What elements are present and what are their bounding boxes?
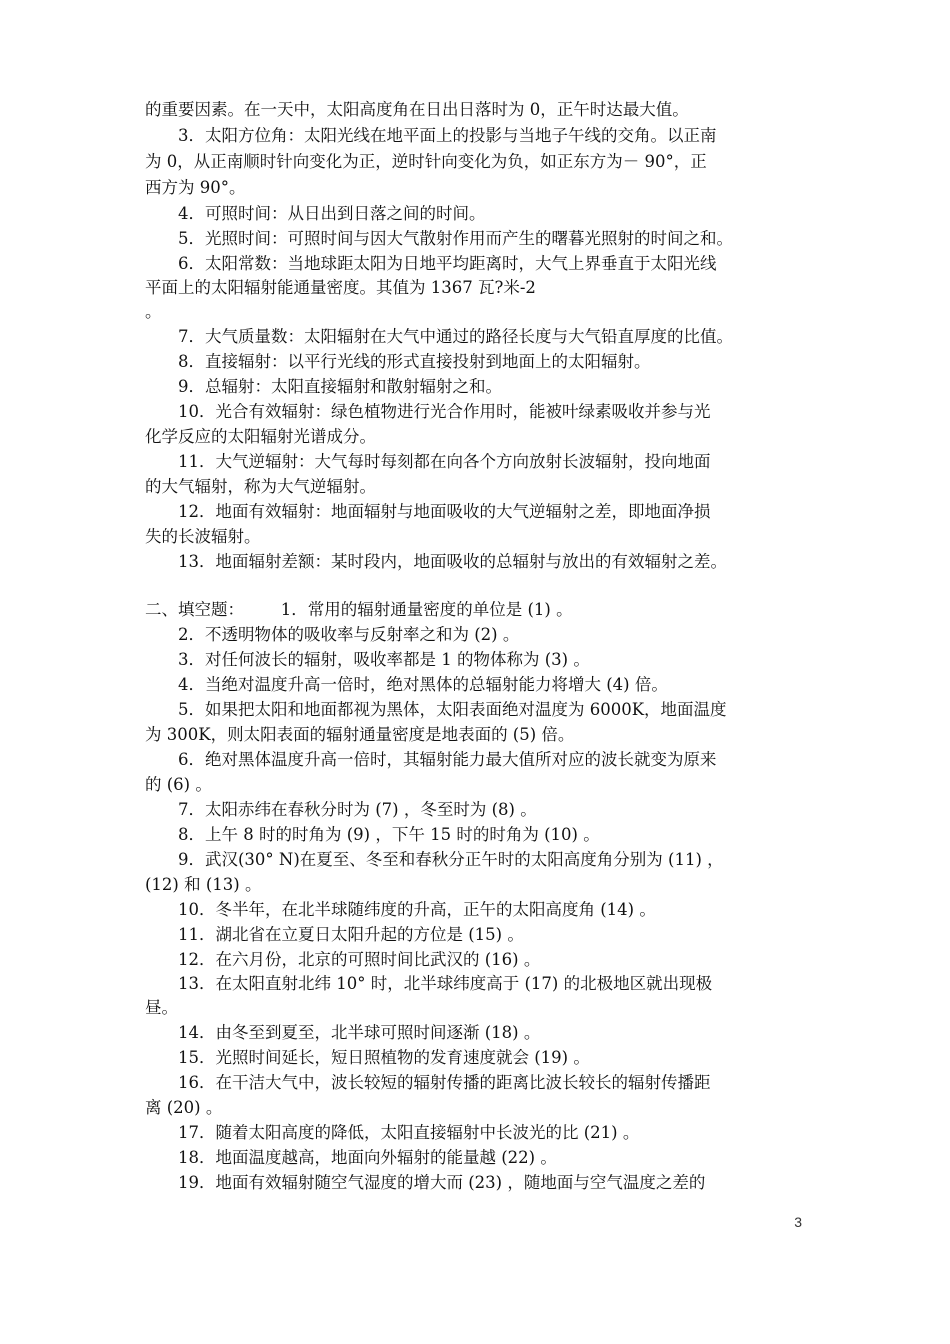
text-line: 18．地面温度越高，地面向外辐射的能量越 (22) 。 [178,1148,557,1167]
text-line: 9．总辐射：太阳直接辐射和散射辐射之和。 [178,377,502,396]
text-line: 16．在干洁大气中，波长较短的辐射传播的距离比波长较长的辐射传播距 [178,1073,711,1092]
text-line: 3．太阳方位角：太阳光线在地平面上的投影与当地子午线的交角。以正南 [178,126,717,145]
text-line: 为 300K，则太阳表面的辐射通量密度是地表面的 (5) 倍。 [145,725,575,744]
text-line: 的 (6) 。 [145,775,212,794]
text-line: 7．大气质量数：太阳辐射在大气中通过的路径长度与大气铅直厚度的比值。 [178,327,733,346]
text-line: 10．光合有效辐射：绿色植物进行光合作用时，能被叶绿素吸收并参与光 [178,402,711,421]
text-line: 8．上午 8 时的时角为 (9) ，下午 15 时的时角为 (10) 。 [178,825,600,844]
text-line: 5．如果把太阳和地面都视为黑体，太阳表面绝对温度为 6000K，地面温度 [178,700,727,719]
text-line: 7．太阳赤纬在春秋分时为 (7) ，冬至时为 (8) 。 [178,800,537,819]
text-line: 6．太阳常数：当地球距太阳为日地平均距离时，大气上界垂直于太阳光线 [178,254,717,273]
text-line: 12．在六月份，北京的可照时间比武汉的 (16) 。 [178,950,541,969]
text-line: 失的长波辐射。 [145,527,261,546]
page-number: 3 [794,1214,802,1230]
text-line: 的重要因素。在一天中，太阳高度角在日出日落时为 0，正午时达最大值。 [145,100,689,119]
text-line: 9．武汉(30° N)在夏至、冬至和春秋分正午时的太阳高度角分别为 (11) ， [178,850,724,869]
text-line: 12．地面有效辐射：地面辐射与地面吸收的大气逆辐射之差，即地面净损 [178,502,711,521]
text-line: (12) 和 (13) 。 [145,875,262,894]
text-line: 离 (20) 。 [145,1098,223,1117]
text-line: 4．可照时间：从日出到日落之间的时间。 [178,204,486,223]
text-line: 11．湖北省在立夏日太阳升起的方位是 (15) 。 [178,925,524,944]
text-line: 为 0，从正南顺时针向变化为正，逆时针向变化为负，如正东方为－ 90°，正 [145,152,707,171]
text-line: 化学反应的太阳辐射光谱成分。 [145,427,376,446]
text-line: 昼。 [145,998,178,1017]
text-line: 的大气辐射，称为大气逆辐射。 [145,477,376,496]
text-line: 13．地面辐射差额：某时段内，地面吸收的总辐射与放出的有效辐射之差。 [178,552,727,571]
text-line: 19．地面有效辐射随空气湿度的增大而 (23) ，随地面与空气温度之差的 [178,1173,706,1192]
text-line: 6．绝对黑体温度升高一倍时，其辐射能力最大值所对应的波长就变为原来 [178,750,717,769]
text-line: 15．光照时间延长，短日照植物的发育速度就会 (19) 。 [178,1048,590,1067]
text-line: 8．直接辐射：以平行光线的形式直接投射到地面上的太阳辐射。 [178,352,651,371]
text-line: 4．当绝对温度升高一倍时，绝对黑体的总辐射能力将增大 (4) 倍。 [178,675,668,694]
text-line: 10．冬半年，在北半球随纬度的升高，正午的太阳高度角 (14) 。 [178,900,656,919]
text-line: 5．光照时间：可照时间与因大气散射作用而产生的曙暮光照射的时间之和。 [178,229,733,248]
text-line: 西方为 90°。 [145,178,246,197]
text-line: 13．在太阳直射北纬 10° 时，北半球纬度高于 (17) 的北极地区就出现极 [178,974,713,993]
text-line: 3．对任何波长的辐射，吸收率都是 1 的物体称为 (3) 。 [178,650,590,669]
text-line: 平面上的太阳辐射能通量密度。其值为 1367 瓦?米-2 [145,278,536,297]
section-heading-line: 二、填空题： 1．常用的辐射通量密度的单位是 (1) 。 [145,600,573,619]
text-line: 14．由冬至到夏至，北半球可照时间逐渐 (18) 。 [178,1023,541,1042]
text-line: 2．不透明物体的吸收率与反射率之和为 (2) 。 [178,625,520,644]
text-line: 17．随着太阳高度的降低，太阳直接辐射中长波光的比 (21) 。 [178,1123,640,1142]
text-line: 11．大气逆辐射：大气每时每刻都在向各个方向放射长波辐射，投向地面 [178,452,711,471]
text-line: 。 [145,302,162,321]
